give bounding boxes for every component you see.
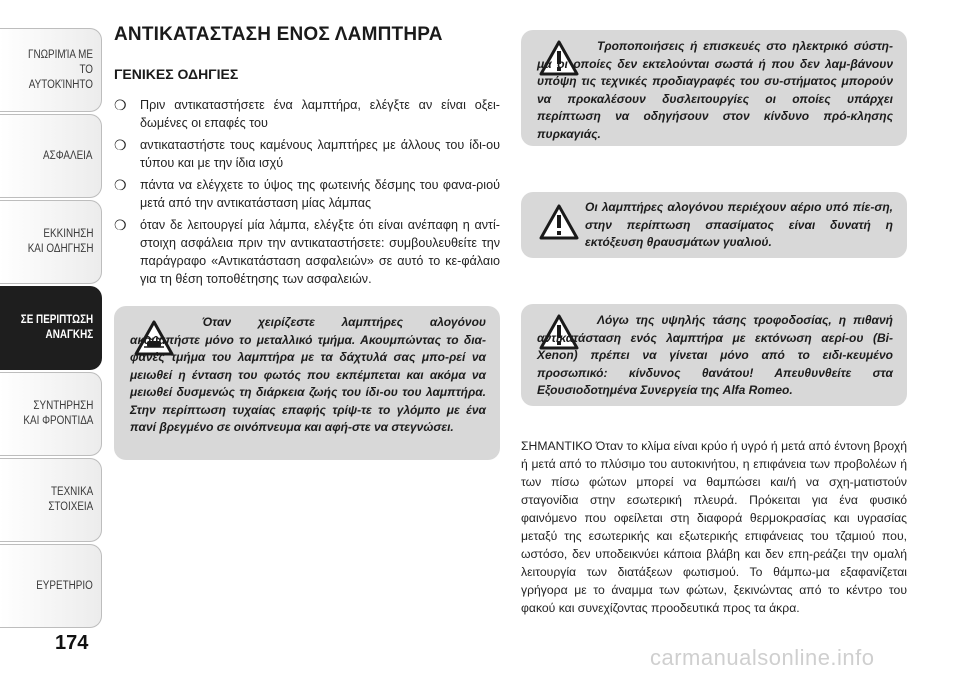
warning-text: Λόγω της υψηλής τάσης τροφοδοσίας, η πιθανή αντικατάσταση ενός λαμπτήρα με εκτόνωση αερί-ου (Bi-Xenon) πρέπει να γίνεται μόνο από το ειδι-κευμένο προσωπικό: κίνδυνος θανάτου! Απευθυνθείτε στα Εξουσιοδοτημένα Συνεργεία της Alfa Romeo. (537, 313, 893, 397)
list-item (114, 136, 500, 172)
chapter-tabs (0, 0, 104, 677)
bullet-circle-icon: ❍ (114, 137, 127, 153)
tab-safety[interactable] (0, 114, 102, 198)
tab-label: ΣΕ ΠΕΡΙΠΤΩΣΗ ΑΝΑΓΚΗΣ (20, 314, 93, 341)
tab-label: ΕΚΚΙΝΗΣΗ ΚΑΙ ΟΔΗΓΗΣΗ (27, 228, 93, 255)
warning-text: Όταν χειρίζεστε λαμπτήρες αλογόνου ακουμπήστε μόνο το μεταλλικό τμήμα. Ακουμπώντας το δια-φανές τμήμα του λαμπτήρα με τα δάχτυλά σας μπο-ρεί να μειωθεί η ένταση του φωτός που εκπέμπεται και ακόμα να μειωθεί δυσμενώς τη διάρκεια ζωής του ίδι-ου του λαμπτήρα. Στην περίπτωση τυχαίας επαφής τρίψ-τε το γλόμπο με ένα πανί βρεγμένο σε οινόπνευμα και αφή-στε να στεγνώσει. (130, 315, 486, 434)
tab-label: ΓΝΩΡΙΜΊΑ ΜΕ ΤΟ ΑΥΤΟΚΊΝΗΤΟ (28, 48, 94, 91)
page-title: ΑΝΤΙΚΑΤΑΣΤΑΣΗ ΕΝΟΣ ΛΑΜΠΤΗΡΑ (114, 24, 443, 45)
tab-emergency[interactable] (0, 286, 102, 370)
bullet-circle-icon: ❍ (114, 217, 127, 233)
tab-label: ΕΥΡΕΤΗΡΙΟ (36, 579, 93, 592)
halogen-touch-warning-box (114, 306, 500, 460)
warning-text: Οι λαμπτήρες αλογόνου περιέχουν αέριο υπό πίε-ση, στην περίπτωση σπασίματος είναι δυνατή η εκτόξευση θραυσμάτων γυαλιού. (585, 200, 893, 249)
warning-text: Τροποποιήσεις ή επισκευές στο ηλεκτρικό σύστη-μα οι οποίες δεν εκτελούνται σωστά ή που δεν λαμ-βάνουν υπόψη τις τεχνικές προδιαγραφές του συ-στήματος μπορούν να προκαλέσουν δυσλειτουργίες οι οποίες υπάρχει περίπτωση να οδηγήσουν στον κίνδυνο πρό-κλησης πυρκαγιάς. (537, 39, 893, 141)
list-item-text: αντικαταστήστε τους καμένους λαμπτήρες με άλλους του ίδι-ου τύπου και με την ίδια ισχύ (140, 138, 500, 170)
tab-starting-driving[interactable] (0, 200, 102, 284)
tab-getting-to-know[interactable] (0, 28, 102, 112)
bullet-circle-icon: ❍ (114, 97, 127, 113)
section-subtitle: ΓΕΝΙΚΕΣ ΟΔΗΓΙΕΣ (114, 66, 239, 82)
list-item (114, 176, 500, 212)
instruction-list (114, 96, 500, 292)
watermark: carmanualsonline.info (650, 645, 875, 670)
electrical-modification-warning-box (521, 30, 907, 146)
list-item (114, 216, 500, 288)
gas-pressure-warning-box (521, 192, 907, 258)
tab-label: ΑΣΦΑΛΕΙΑ (43, 149, 93, 162)
tab-label: ΤΕΧΝΙΚΑ ΣΤΟΙΧΕΙΑ (48, 486, 93, 513)
list-item (114, 96, 500, 132)
tab-maintenance[interactable] (0, 372, 102, 456)
tab-label: ΣΥΝΤΗΡΗΣΗ ΚΑΙ ΦΡΟΝΤΙΔΑ (22, 400, 93, 427)
tab-technical-data[interactable] (0, 458, 102, 542)
list-item-text: πάντα να ελέγχετε το ύψος της φωτεινής δέσμης του φανα-ριού μετά από την αντικατάσταση μίας λάμπας (140, 178, 500, 210)
bullet-circle-icon: ❍ (114, 177, 127, 193)
list-item-text: Πριν αντικαταστήσετε ένα λαμπτήρα, ελέγξτε αν είναι οξει-δωμένες οι επαφές του (140, 98, 500, 130)
important-note: ΣΗΜΑΝΤΙΚΟ Όταν το κλίμα είναι κρύο ή υγρό ή μετά από έντονη βροχή ή μετά από το πλύσιμο του αυτοκινήτου, η επιφάνεια των προβολέων ή των πίσω φώτων μπορεί να θαμπώσει και/ή να σχη-ματιστούν σταγονίδια στην εσωτερική πλευρά. Πρόκειται για ένα φυσικό φαινόμενο που οφείλεται στη διαφορά θερμοκρασίας και υγρασίας μεταξύ της εσωτερικής και εξωτερικής επιφάνειας του τζαμιού που, ωστόσο, δεν υποδεικνύει κάποια βλάβη και δεν επη-ρεάζει την ομαλή λειτουργία των διατάξεων φωτισμού. Το θάμπω-μα εξαφανίζεται γρήγορα με το άναμμα των φώτων, ξεκινώντας από το κέντρο του φακού και συνεχίζοντας προοδευτικά προς τα άκρα. (521, 439, 907, 615)
tab-index[interactable] (0, 544, 102, 628)
warning-triangle-icon (539, 204, 579, 240)
page-number: 174 (55, 632, 89, 654)
list-item-text: όταν δε λειτουργεί μία λάμπα, ελέγξτε ότι είναι ανέπαφη η αντί-στοιχη ασφάλεια πριν την αντικαταστήσετε: συμβουλευθείτε την παράγραφο «Αντικατάσταση ασφαλειών» σε αυτό το κε-φάλαιο για τη θέση τοποθέτησης των ασφαλειών. (140, 218, 500, 286)
xenon-warning-box (521, 304, 907, 406)
